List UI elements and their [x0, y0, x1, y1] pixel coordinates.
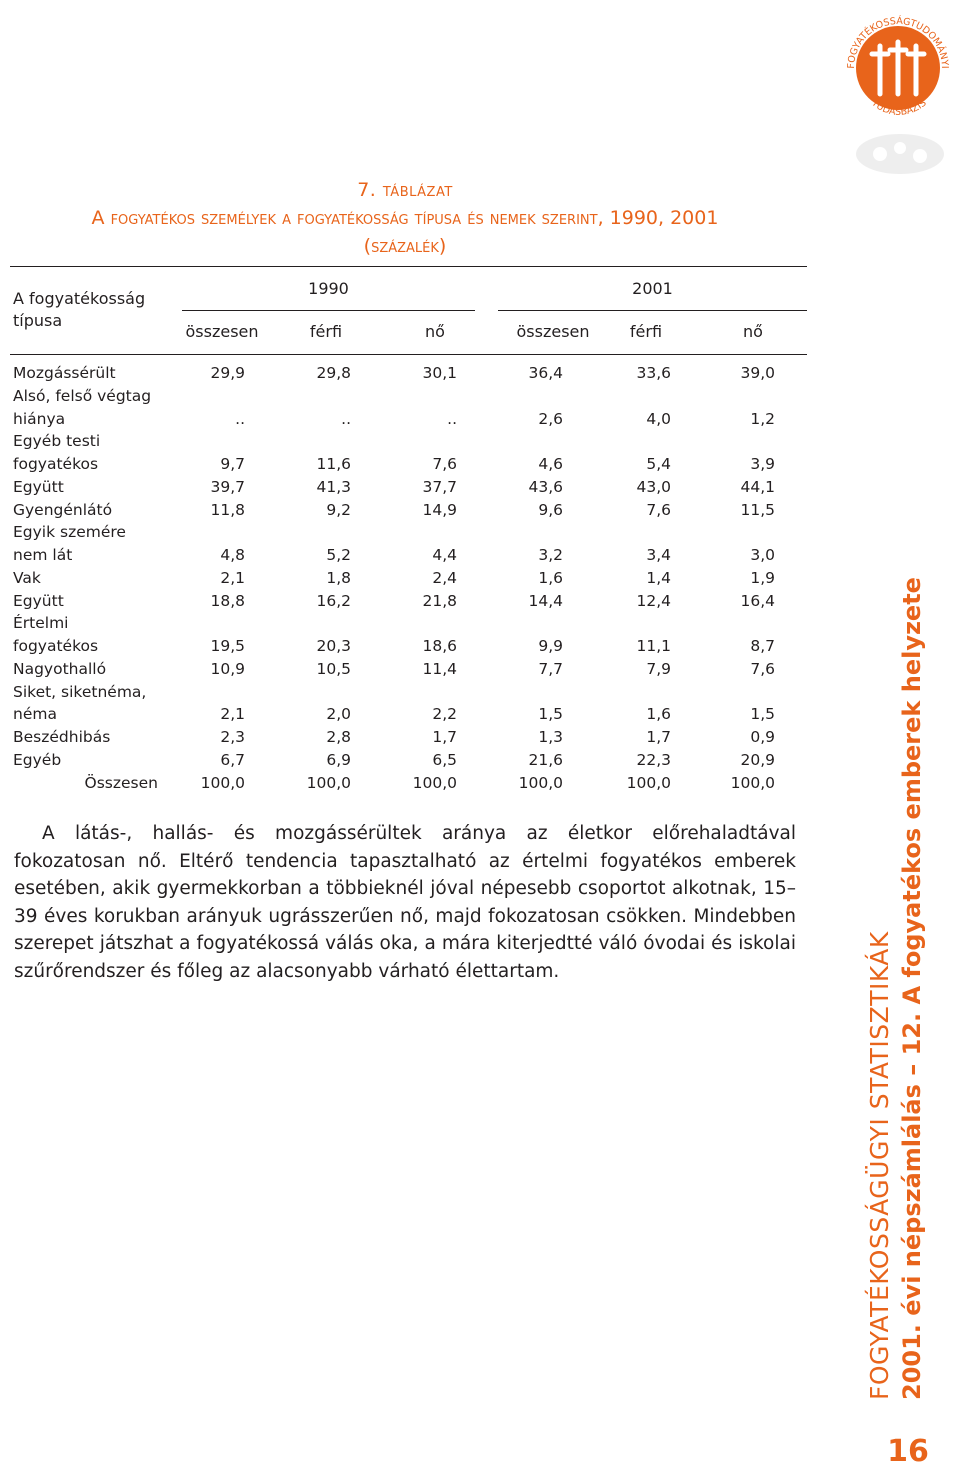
- table-cell: 11,6: [316, 455, 351, 473]
- table-cell: 21,8: [422, 591, 457, 610]
- table-cell: 8,7: [750, 637, 775, 655]
- table-cell: ..: [235, 409, 245, 428]
- table-cell: 16,2: [316, 591, 351, 610]
- table-cell: 21,6: [528, 750, 563, 769]
- table-row: [10, 726, 810, 749]
- table-cell: 2,1: [220, 705, 245, 724]
- table-title: [0, 176, 810, 260]
- table-cell: 1,2: [750, 409, 775, 428]
- rule-2001: [498, 310, 807, 311]
- table-cell: 29,9: [210, 364, 245, 382]
- table-cell: 9,9: [538, 637, 563, 655]
- row-label: fogyatékos: [13, 637, 99, 655]
- table-cell: 7,9: [646, 659, 671, 678]
- table-row: [10, 544, 810, 567]
- table-cell: 7,6: [432, 455, 457, 473]
- table-cell: 30,1: [422, 364, 457, 382]
- table-cell: 6,7: [220, 750, 245, 769]
- table-cell: 7,7: [538, 659, 563, 678]
- table-unit: (százalék): [363, 235, 447, 257]
- table-cell: 1,5: [750, 705, 775, 724]
- row-label: Mozgássérült: [13, 364, 116, 382]
- table-cell: 12,4: [636, 591, 671, 610]
- table-cell: 100,0: [200, 773, 245, 792]
- table-cell: 7,6: [646, 500, 671, 519]
- table-cell: 2,2: [432, 705, 457, 724]
- page-number: 16: [887, 1434, 929, 1469]
- table-cell: 16,4: [740, 591, 775, 610]
- subheader: összesen: [516, 322, 590, 341]
- table-cell: 37,7: [422, 477, 457, 496]
- table-cell: 7,6: [750, 659, 775, 678]
- table-cell: 2,6: [538, 409, 563, 428]
- table-cell: 4,8: [220, 546, 245, 564]
- year-header-1990: 1990: [308, 279, 349, 298]
- table-cell: 19,5: [210, 637, 245, 655]
- table-cell: 100,0: [518, 773, 563, 792]
- row-label: Alsó, felső végtag: [13, 386, 152, 405]
- table-cell: 1,5: [538, 705, 563, 724]
- table-row: [10, 567, 810, 590]
- rule-1990: [182, 310, 475, 311]
- paragraph-text: A látás-, hallás- és mozgássérültek aránya az életkor előrehaladtával fokozatosan nő. Eltérő tendencia tapasztalható az értelmi fogyatékos emberek esetében, akik gyermekkorban a többieknél jóval népesebb csoportot alkotnak, 15–39 éves korukban arányuk ugrásszerűen nő, majd fokozatosan csökken. Mindebben szerepet játszhat a fogyatékossá válás oka, a mára kiterjedtté váló óvodai és iskolai szűrőrendszer és főleg az alacsonyabb várható élettartam.: [14, 823, 796, 982]
- table-cell: 1,6: [538, 568, 563, 587]
- table-row: [10, 453, 810, 476]
- table-cell: 100,0: [306, 773, 351, 792]
- row-label: néma: [13, 705, 57, 724]
- table-cell: 0,9: [750, 728, 775, 746]
- logo-decor-icon: [856, 134, 944, 174]
- table-cell: 1,7: [432, 728, 457, 746]
- table-cell: 41,3: [316, 477, 351, 496]
- table-cell: 4,4: [432, 546, 457, 564]
- row-label: Beszédhibás: [13, 728, 111, 746]
- table-cell: 2,1: [220, 568, 245, 587]
- table-cell: 9,6: [538, 500, 563, 519]
- row-label: Vak: [13, 568, 41, 587]
- type-header: A fogyatékosság típusa: [13, 289, 146, 330]
- table-cell: 5,2: [326, 546, 351, 564]
- table-cell: 14,4: [528, 591, 563, 610]
- row-label: Értelmi: [13, 614, 69, 633]
- table-row: [10, 590, 810, 613]
- table-cell: 44,1: [740, 477, 775, 496]
- table-cell: 18,6: [422, 637, 457, 655]
- row-label: Egyéb testi: [13, 432, 101, 451]
- table-row: [10, 681, 810, 704]
- subheader: férfi: [629, 322, 663, 341]
- table-row: [10, 476, 810, 499]
- body-paragraph: [14, 820, 796, 985]
- table-cell: 2,3: [220, 728, 245, 746]
- rule-bottom: [10, 354, 807, 355]
- sidebar-series-title: FOGYATÉKOSSÁGÜGYI STATISZTIKÁK: [865, 931, 894, 1400]
- row-label: nem lát: [13, 546, 73, 564]
- year-header-2001: 2001: [632, 279, 673, 298]
- table-cell: 100,0: [730, 773, 775, 792]
- table-number: 7. táblázat: [357, 179, 453, 201]
- table-cell: 20,3: [316, 637, 351, 655]
- table-row: [10, 658, 810, 681]
- table-cell: 3,0: [750, 546, 775, 564]
- table-cell: 2,0: [326, 705, 351, 724]
- rule-top: [10, 266, 807, 267]
- row-label: Egyik szemére: [13, 523, 126, 542]
- sidebar-running-title: [865, 500, 935, 1400]
- row-label: Összesen: [84, 773, 158, 792]
- table-cell: 29,8: [316, 364, 351, 382]
- subheader: nő: [425, 322, 445, 341]
- row-label: hiánya: [13, 409, 66, 428]
- row-label: Együtt: [13, 477, 64, 496]
- table-row: [10, 635, 810, 658]
- table-cell: 1,3: [538, 728, 563, 746]
- table-cell: 5,4: [646, 455, 671, 473]
- table-cell: 11,5: [740, 500, 775, 519]
- table-body: [10, 362, 810, 794]
- table-cell: 9,7: [220, 455, 245, 473]
- sidebar-chapter-title: 2001. évi népszámlálás – 12. A fogyatékos emberek helyzete: [898, 577, 926, 1400]
- table-cell: 9,2: [326, 500, 351, 519]
- table-cell: 100,0: [626, 773, 671, 792]
- table-cell: 11,4: [422, 659, 457, 678]
- table-cell: 4,0: [646, 409, 671, 428]
- table-row: [10, 430, 810, 453]
- table-caption: A fogyatékos személyek a fogyatékosság típusa és nemek szerint, 1990, 2001: [91, 207, 719, 229]
- subheader: nő: [743, 322, 763, 341]
- table-cell: 11,1: [636, 637, 671, 655]
- table-row: [10, 362, 810, 385]
- table-cell: 14,9: [422, 500, 457, 519]
- row-label: Nagyothalló: [13, 659, 107, 678]
- table-cell: 39,0: [740, 364, 775, 382]
- table-cell: ..: [341, 409, 351, 428]
- table-cell: 39,7: [210, 477, 245, 496]
- table-row: [10, 385, 810, 408]
- table-cell: 18,8: [210, 591, 245, 610]
- table-cell: 10,5: [316, 659, 351, 678]
- tudasbazis-logo: [840, 4, 956, 180]
- subheader: férfi: [309, 322, 343, 341]
- logo-arc-text-bottom: TUDÁSBÁZIS: [869, 97, 929, 118]
- table-cell: 6,5: [432, 750, 457, 769]
- table-row: [10, 408, 810, 431]
- row-label: Siket, siketnéma,: [13, 682, 147, 701]
- table-row: [10, 772, 810, 795]
- table-row: [10, 612, 810, 635]
- table-cell: 3,4: [646, 546, 671, 564]
- row-label: Gyengénlátó: [13, 500, 113, 519]
- three-crosses-icon: [872, 42, 924, 94]
- table-cell: 1,4: [646, 568, 671, 587]
- table-cell: 36,4: [528, 364, 563, 382]
- subheader: összesen: [185, 322, 259, 341]
- table-cell: 33,6: [636, 364, 671, 382]
- table-row: [10, 521, 810, 544]
- table-row: [10, 499, 810, 522]
- table-cell: 43,6: [528, 477, 563, 496]
- table-cell: 43,0: [636, 477, 671, 496]
- table-cell: 10,9: [210, 659, 245, 678]
- table-cell: 1,8: [326, 568, 351, 587]
- table-row: [10, 749, 810, 772]
- table-cell: 1,6: [646, 705, 671, 724]
- table-cell: ..: [447, 409, 457, 428]
- table-cell: 1,7: [646, 728, 671, 746]
- table-cell: 3,9: [750, 455, 775, 473]
- row-label: fogyatékos: [13, 455, 99, 473]
- row-label: Egyéb: [13, 750, 62, 769]
- table-cell: 1,9: [750, 568, 775, 587]
- table-cell: 6,9: [326, 750, 351, 769]
- table-cell: 3,2: [538, 546, 563, 564]
- table-cell: 2,4: [432, 568, 457, 587]
- table-cell: 20,9: [740, 750, 775, 769]
- table-cell: 11,8: [210, 500, 245, 519]
- table-cell: 2,8: [326, 728, 351, 746]
- table-cell: 4,6: [538, 455, 563, 473]
- table-cell: 22,3: [636, 750, 671, 769]
- table-row: [10, 703, 810, 726]
- logo-arc-text-top: FOGYATÉKOSSÁGTUDOMÁNYI: [845, 15, 951, 69]
- row-label: Együtt: [13, 591, 64, 610]
- table-cell: 100,0: [412, 773, 457, 792]
